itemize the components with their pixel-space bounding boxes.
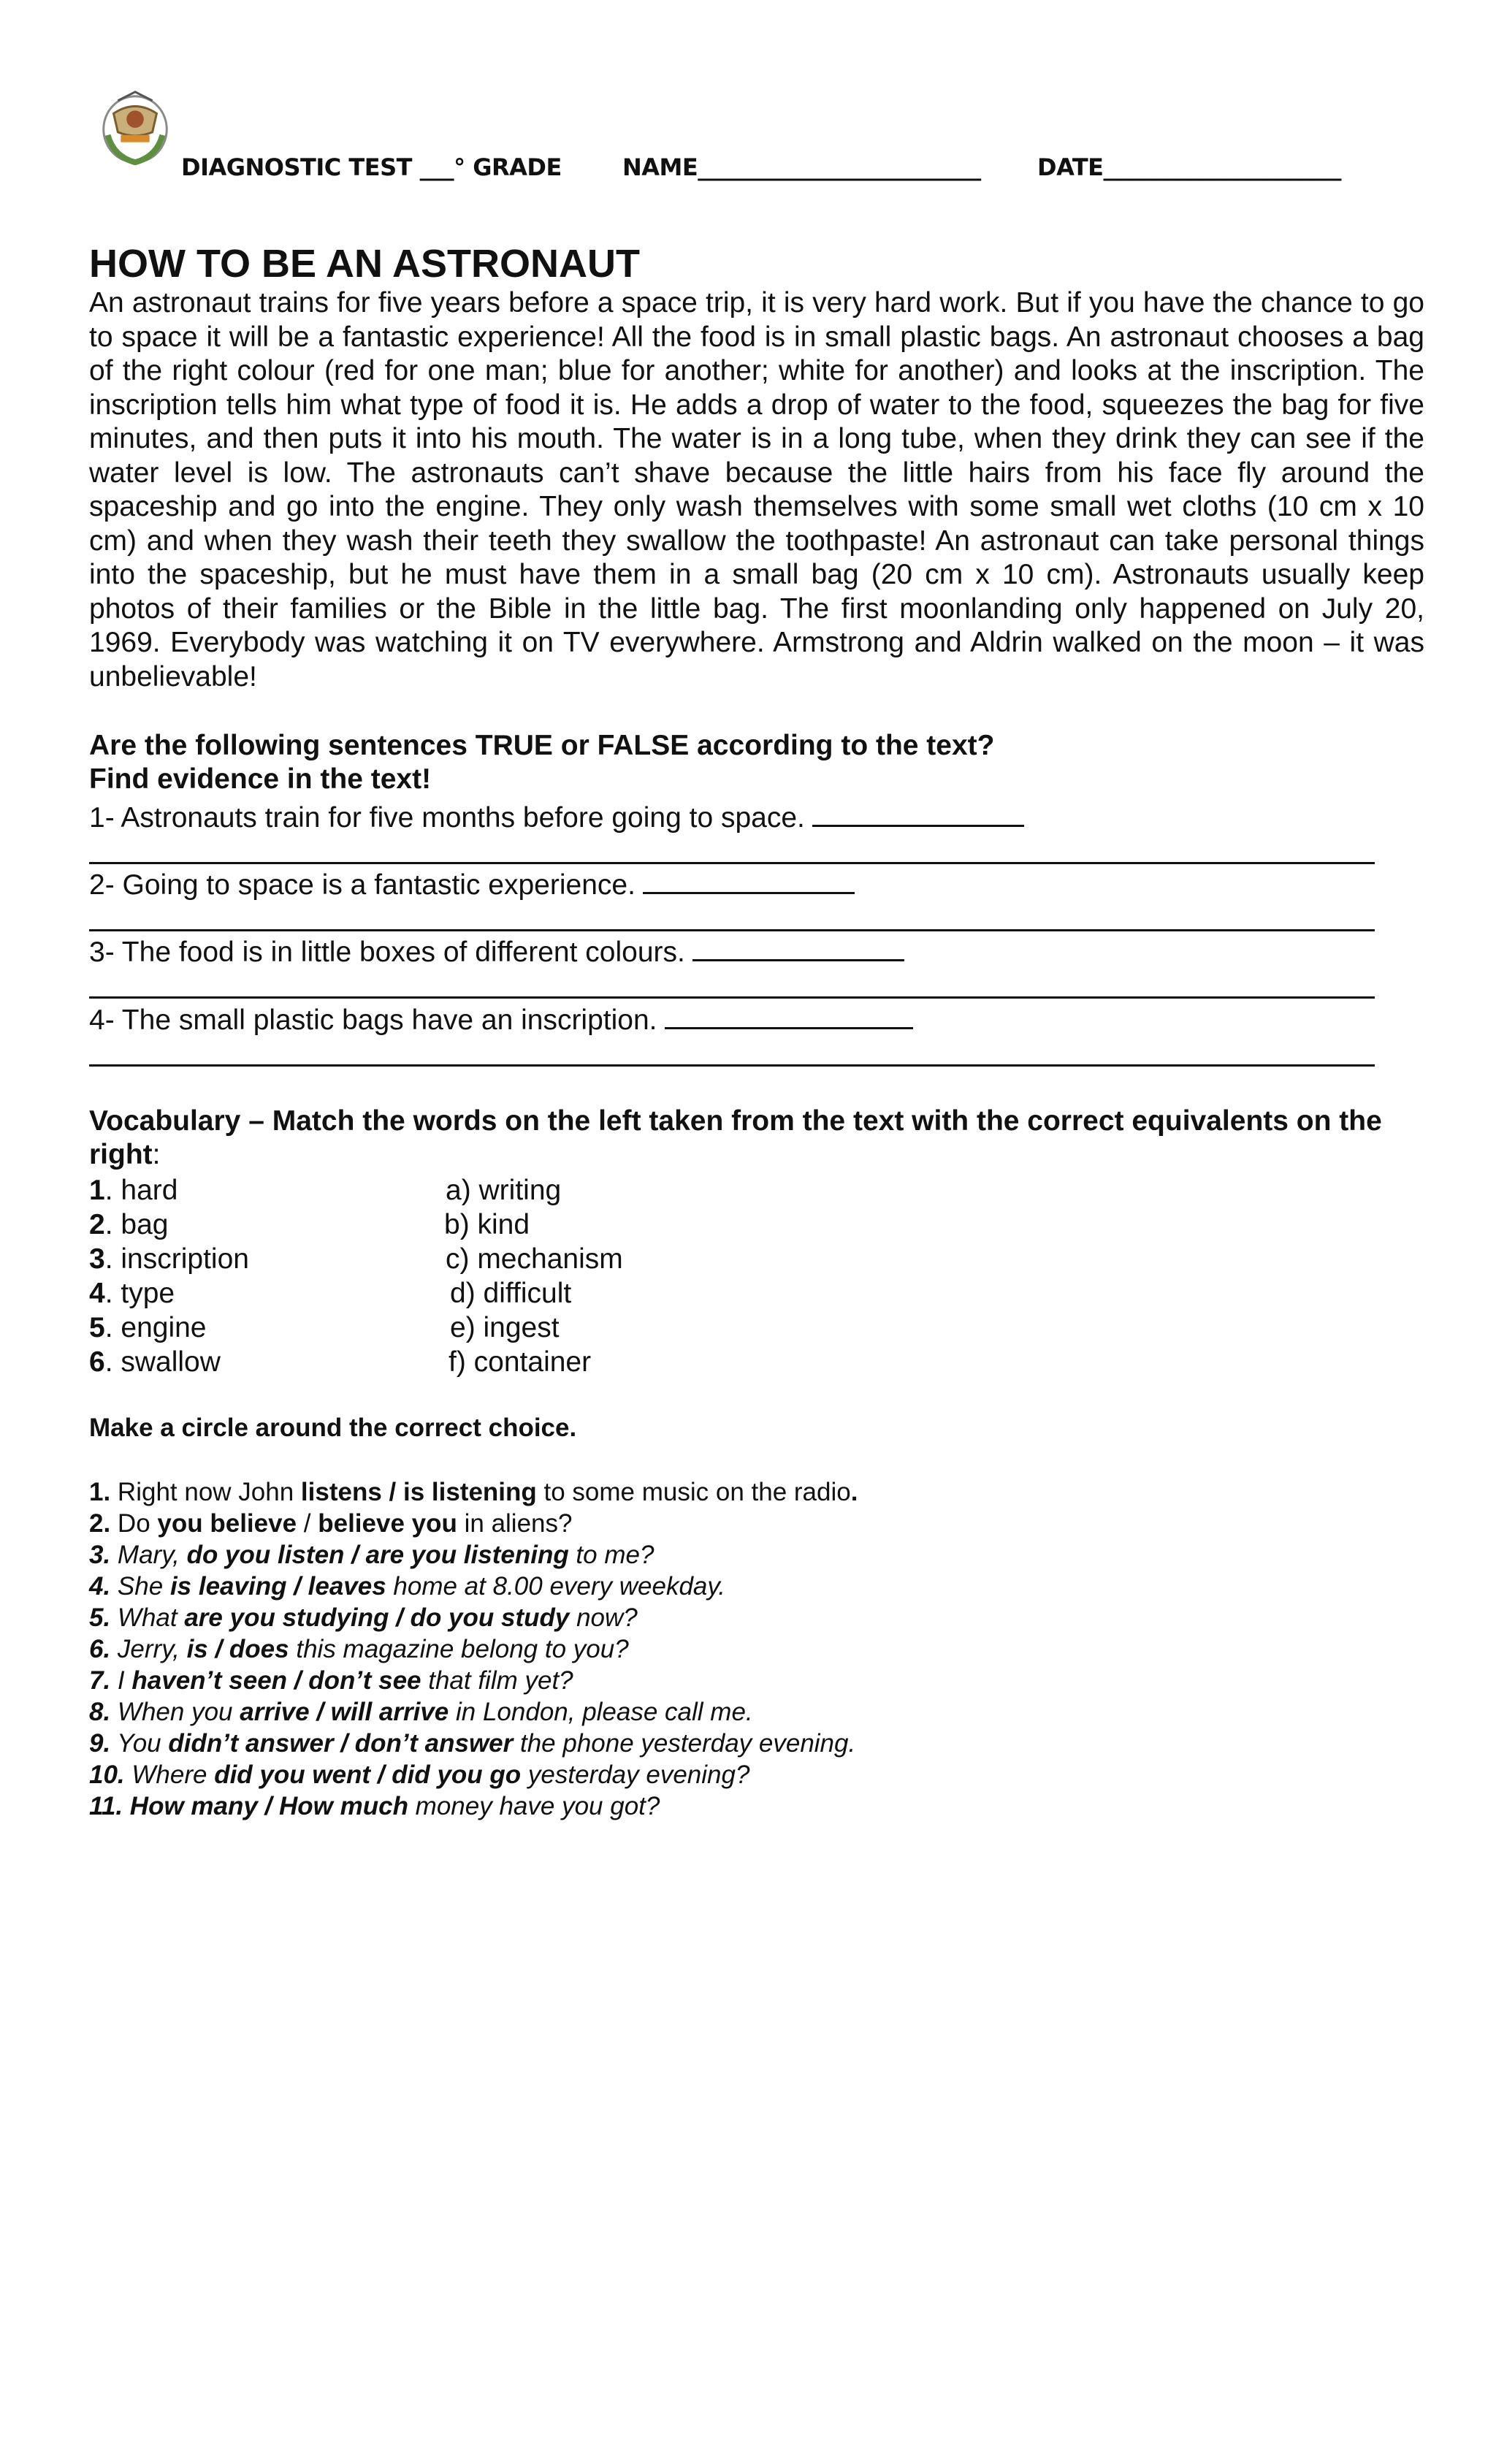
choice-option[interactable]: didn’t answer / don’t answer	[168, 1729, 514, 1758]
tf-question-1: 1- Astronauts train for five months before going to space.	[89, 800, 1024, 834]
evidence-line[interactable]	[89, 1064, 1375, 1067]
vocab-row: 4. type d) difficult	[89, 1278, 572, 1309]
school-crest-icon	[92, 85, 178, 171]
tf-question-3: 3- The food is in little boxes of different colours.	[89, 934, 904, 969]
choice-option[interactable]: are you studying / do you study	[184, 1603, 570, 1632]
grammar-item-2: 2. Do you believe / believe you in aliens?	[89, 1509, 573, 1538]
choice-option[interactable]: arrive / will arrive	[240, 1698, 449, 1726]
tf-question-4: 4- The small plastic bags have an inscription.	[89, 1002, 913, 1037]
date-field-label: DATE_____________________	[1037, 153, 1342, 181]
vocab-row: 3. inscription c) mechanism	[89, 1243, 623, 1275]
evidence-line[interactable]	[89, 929, 1375, 931]
vocab-row: 1. hard a) writing	[89, 1175, 562, 1206]
grammar-item-3: 3. Mary, do you listen / are you listening to me?	[89, 1541, 654, 1569]
grammar-item-8: 8. When you arrive / will arrive in London, please call me.	[89, 1698, 753, 1726]
grammar-item-1: 1. Right now John listens / is listening to some music on the radio.	[89, 1478, 858, 1506]
page-title: HOW TO BE AN ASTRONAUT	[89, 242, 640, 286]
grammar-item-10: 10. Where did you went / did you go yesterday evening?	[89, 1761, 750, 1789]
choice-option[interactable]: you believe	[157, 1509, 297, 1538]
answer-blank[interactable]	[665, 1002, 913, 1029]
answer-blank[interactable]	[692, 934, 904, 961]
grammar-item-4: 4. She is leaving / leaves home at 8.00 every weekday.	[89, 1572, 726, 1601]
choice-option[interactable]: is leaving / leaves	[169, 1572, 386, 1601]
name-field-label: NAME_________________________	[622, 153, 981, 181]
choice-option[interactable]: is / does	[186, 1635, 289, 1663]
vocab-row: 6. swallow f) container	[89, 1346, 592, 1378]
answer-blank[interactable]	[643, 867, 855, 894]
choice-option[interactable]: listens / is listening	[300, 1478, 537, 1506]
vocab-row: 2. bag b) kind	[89, 1209, 530, 1240]
answer-blank[interactable]	[812, 800, 1024, 827]
grammar-item-11: 11. How many / How much money have you got?	[89, 1792, 660, 1820]
choice-option[interactable]: do you listen / are you listening	[186, 1541, 569, 1569]
choice-option[interactable]: haven’t seen / don’t see	[131, 1666, 421, 1695]
grammar-item-5: 5. What are you studying / do you study now?	[89, 1603, 638, 1632]
evidence-line[interactable]	[89, 996, 1375, 999]
evidence-line[interactable]	[89, 862, 1375, 864]
diagnostic-grade-label: DIAGNOSTIC TEST ___° GRADE	[181, 153, 562, 181]
true-false-instruction: Are the following sentences TRUE or FALSE according to the text?	[89, 730, 995, 761]
choice-option[interactable]: How many / How much	[129, 1792, 408, 1820]
vocabulary-heading: Vocabulary – Match the words on the left taken from the text with the correct equivalents on the right:	[89, 1105, 1382, 1170]
reading-passage: An astronaut trains for five years before a space trip, it is very hard work. But if you have the chance to go to space it will be a fantastic experience! All the food is in small plastic bags. An astronaut chooses a bag of the right colour (red for one man; blue for another; white for another) and looks at the inscription. The inscription tells him what type of food it is. He adds a drop of water to the food, squeezes the bag for five minutes, and then puts it into his mouth. The water is in a long tube, when they drink they can see if the water level is low. The astronauts can’t shave because the little hairs from his face fly around the spaceship and go into the engine. They only wash themselves with some small wet cloths (10 cm x 10 cm) and when they wash their teeth they swallow the toothpaste! An astronaut can take personal things into the spaceship, but he must have them in a small bag (20 cm x 10 cm). Astronauts usually keep photos of their families or the Bible in the little bag. The first moonlanding only happened on July 20, 1969. Everybody was watching it on TV everywhere. Armstrong and Aldrin walked on the moon – it was unbelievable!	[89, 287, 1424, 693]
grammar-item-9: 9. You didn’t answer / don’t answer the phone yesterday evening.	[89, 1729, 856, 1758]
grammar-item-6: 6. Jerry, is / does this magazine belong to you?	[89, 1635, 629, 1663]
choice-option[interactable]: did you went / did you go	[214, 1761, 522, 1789]
true-false-heading	[89, 729, 1404, 796]
grammar-item-7: 7. I haven’t seen / don’t see that film yet?	[89, 1666, 573, 1695]
circle-choice-heading: Make a circle around the correct choice.	[89, 1414, 577, 1442]
vocab-row: 5. engine e) ingest	[89, 1312, 560, 1343]
choice-option[interactable]: believe you	[318, 1509, 457, 1538]
tf-question-2: 2- Going to space is a fantastic experience.	[89, 867, 855, 901]
evidence-instruction: Find evidence in the text!	[89, 763, 432, 795]
